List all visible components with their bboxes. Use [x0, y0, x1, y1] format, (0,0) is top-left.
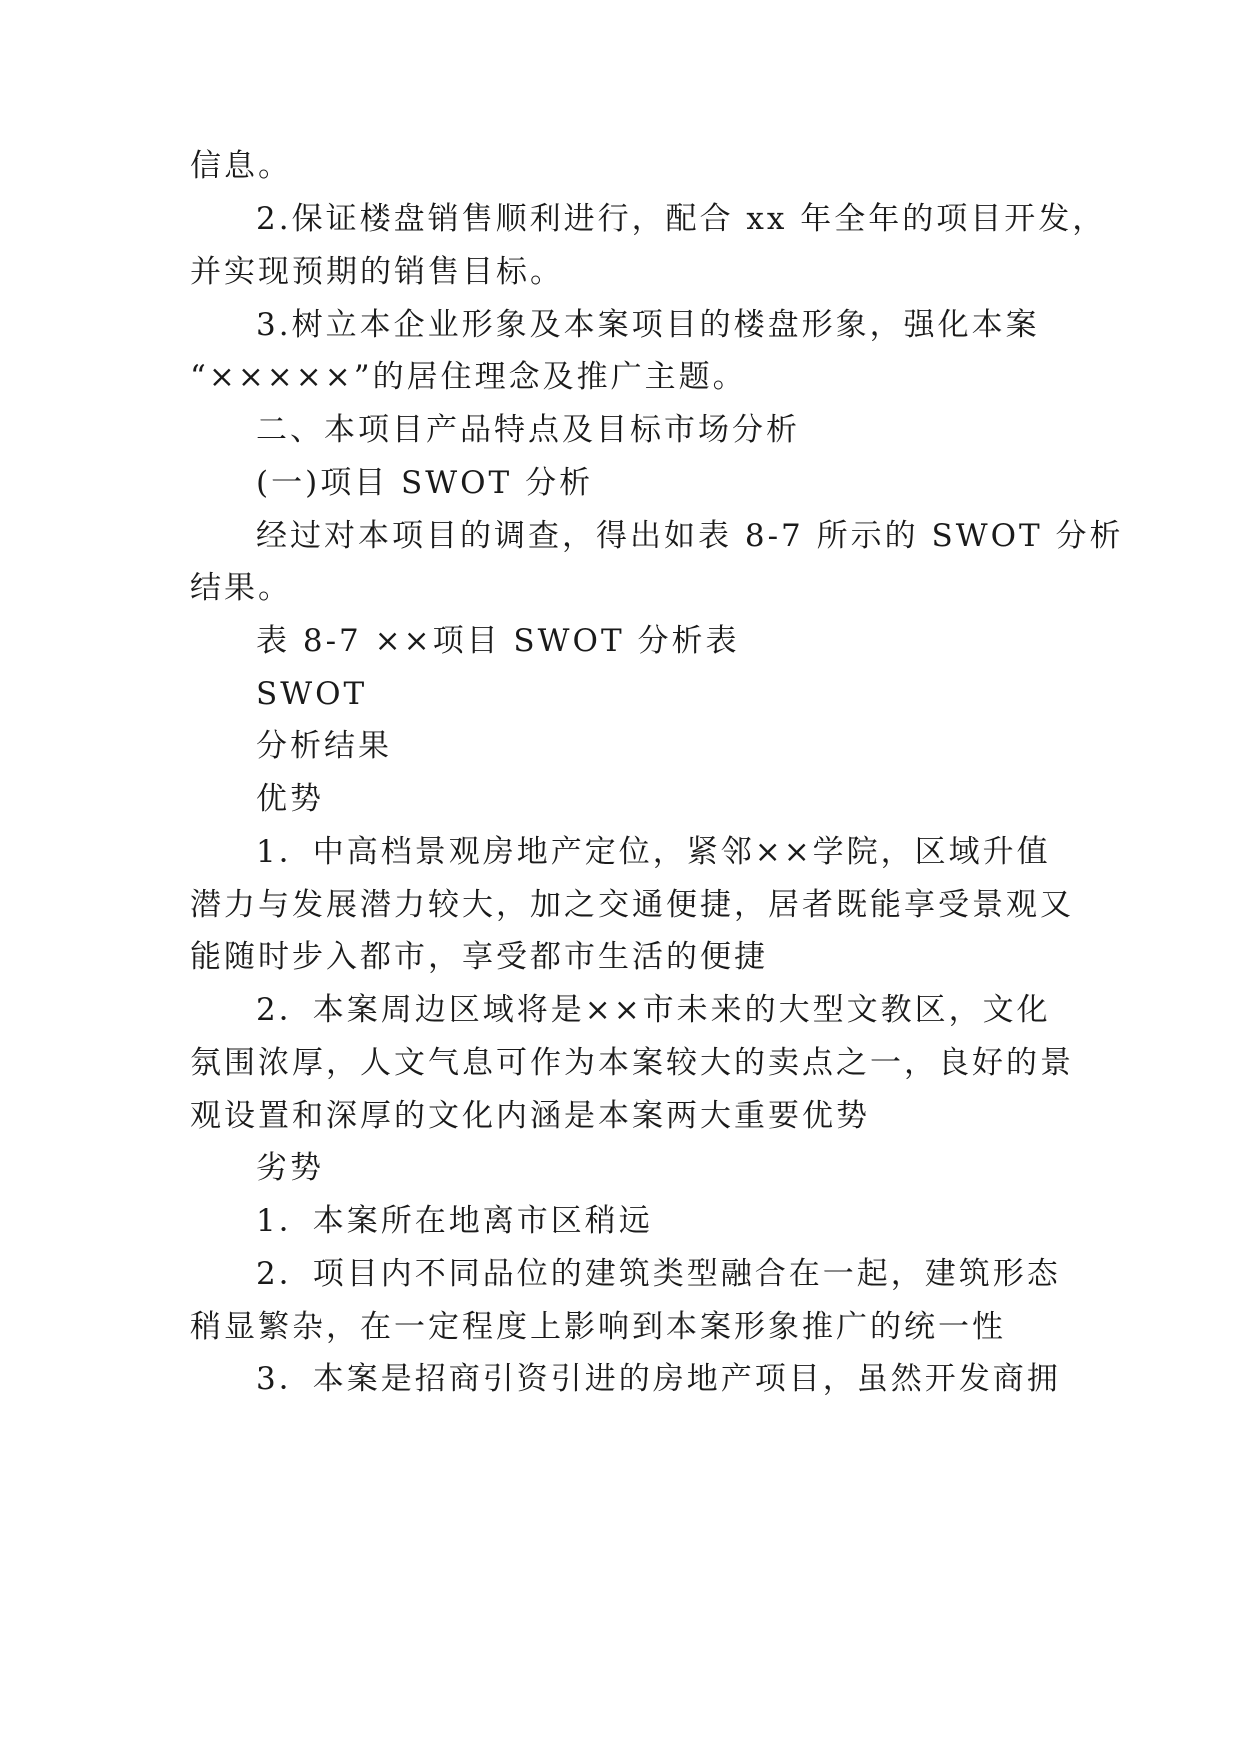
text-line: 1．本案所在地离市区稍远 [256, 1203, 653, 1239]
text-line: 1．中高档景观房地产定位，紧邻××学院，区域升值 [256, 834, 1051, 870]
text-line: 能随时步入都市，享受都市生活的便捷 [190, 939, 768, 975]
table-header-swot: SWOT [256, 676, 368, 712]
text-line: 结果。 [190, 570, 292, 606]
text-line: 潜力与发展潜力较大，加之交通便捷，居者既能享受景观又 [190, 887, 1074, 923]
text-line: 3.树立本企业形象及本案项目的楼盘形象，强化本案 [256, 307, 1040, 343]
text-line: 并实现预期的销售目标。 [190, 254, 564, 290]
table-header-result: 分析结果 [256, 728, 392, 764]
text-line: 2．本案周边区域将是××市未来的大型文教区，文化 [256, 992, 1051, 1028]
text-line: 信息。 [190, 148, 292, 184]
text-line: 2.保证楼盘销售顺利进行，配合 xx 年全年的项目开发， [256, 201, 1107, 237]
text-line: 3．本案是招商引资引进的房地产项目，虽然开发商拥 [256, 1361, 1061, 1397]
text-line: 氛围浓厚，人文气息可作为本案较大的卖点之一，良好的景 [190, 1045, 1074, 1081]
text-line: 2．项目内不同品位的建筑类型融合在一起，建筑形态 [256, 1256, 1061, 1292]
table-caption: 表 8-7 ××项目 SWOT 分析表 [256, 623, 740, 659]
subsection-heading: (一)项目 SWOT 分析 [256, 465, 594, 501]
text-line: 稍显繁杂，在一定程度上影响到本案形象推广的统一性 [190, 1309, 1006, 1345]
weaknesses-label: 劣势 [256, 1150, 324, 1186]
text-line: 经过对本项目的调查，得出如表 8-7 所示的 SWOT 分析 [256, 518, 1124, 554]
text-line: “×××××”的居住理念及推广主题。 [190, 359, 747, 395]
text-line: 观设置和深厚的文化内涵是本案两大重要优势 [190, 1098, 870, 1134]
strengths-label: 优势 [256, 781, 324, 817]
section-heading: 二、本项目产品特点及目标市场分析 [256, 412, 800, 448]
